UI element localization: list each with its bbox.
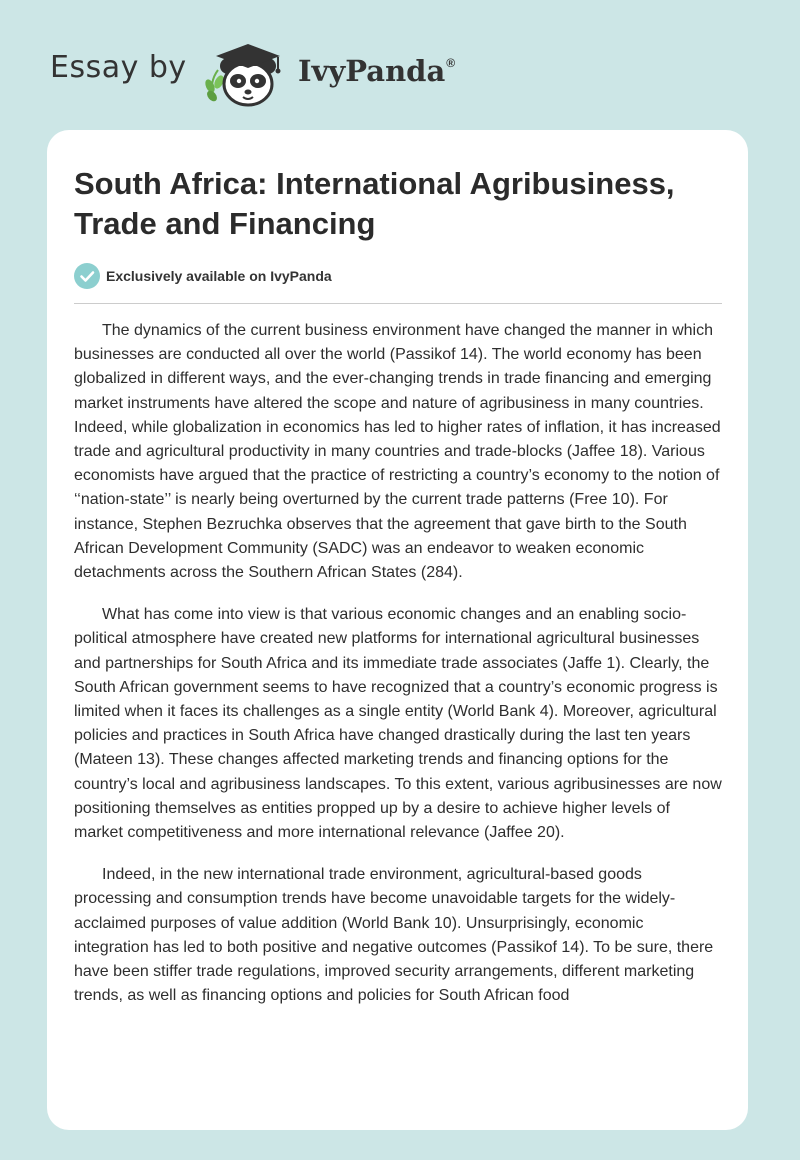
page-title: South Africa: International Agribusiness, Trade and Financing: [74, 166, 675, 241]
essay-card: [47, 130, 748, 1130]
essay-by-label: Essay by: [50, 50, 187, 85]
exclusive-label: Exclusively available on IvyPanda: [106, 268, 332, 284]
paragraph: Indeed, in the new international trade environment, agricultural-based goods processing and consumption trends have become unavoidable targets for the widely-acclaimed purposes of value addition (World Bank 10). Unsurprisingly, economic integration has led to both positive and negative outcomes (Passikof 14). To be sure, there have been stiffer trade regulations, improved security arrangements, different marketing trends, as well as financing options and policies for South African food: [74, 866, 714, 1005]
site-header: [0, 0, 800, 130]
essay-body: [74, 319, 722, 1026]
brand-label: IvyPanda: [298, 54, 446, 88]
paragraph: What has come into view is that various economic changes and an enabling socio-political atmosphere have created new platforms for international agricultural businesses and partnerships for South Africa and its immediate trade associates (Jaffe 1). Clearly, the South African government seems to have recognized that a country’s economic progress is limited when it faces its challenges as a single entity (World Bank 4). Moreover, agricultural policies and practices in South Africa have changed drastically during the last ten years (Mateen 13). These changes affected marketing trends and financing options for the country’s local and agribusiness landscapes. To this extent, various agribusinesses are now positioning themselves as entities propped up by a desire to achieve higher levels of market competitiveness and more international relevance (Jaffee 20).: [74, 606, 722, 842]
brand-name[interactable]: [298, 54, 455, 88]
registered-mark: ®: [446, 56, 456, 70]
paragraph: The dynamics of the current business environment have changed the manner in which businesses are conducted all over the world (Passikof 14). The world economy has been globalized in different ways, and the ever-changing trends in trade financing and emerging market instruments have altered the scope and nature of agribusiness in many countries. Indeed, while globalization in economics has led to higher rates of inflation, it has increased trade and agricultural productivity in many countries and trade-blocks (Jaffee 18). Various economists have argued that the practice of restricting a country’s economy to the notion of ‘‘nation-state’’ is nearly being overturned by the current trade patterns (Free 10). For instance, Stephen Bezruchka observes that the agreement that gave birth to the South African Development Community (SADC) was an endeavor to weaken economic detachments across the Southern African States (284).: [74, 322, 721, 582]
divider: [74, 303, 722, 304]
check-circle-icon: [74, 263, 100, 289]
exclusive-badge: [74, 263, 332, 289]
panda-graduate-icon[interactable]: [200, 40, 292, 108]
